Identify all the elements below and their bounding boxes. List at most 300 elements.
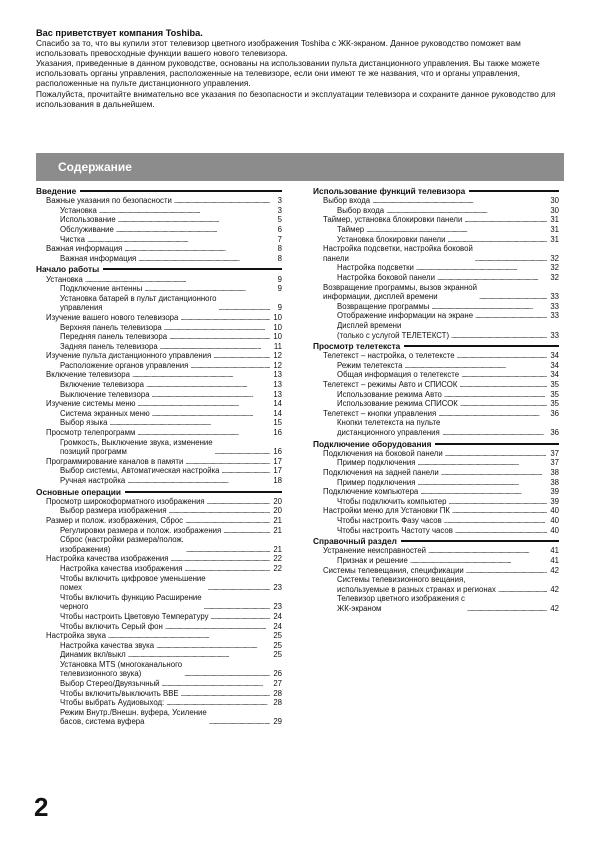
toc-entry-page: 13	[273, 380, 282, 390]
toc-entry-page: 37	[550, 448, 559, 458]
toc-entry-page: 6	[277, 224, 282, 234]
dot-leader	[437, 273, 547, 283]
dot-leader	[428, 546, 547, 556]
dot-leader	[416, 263, 547, 273]
toc-entry-page: 23	[273, 583, 282, 593]
toc-entry	[36, 196, 282, 206]
toc-entry-title: Программирование каналов в памяти	[46, 456, 184, 466]
toc-section-heading	[313, 536, 559, 546]
toc-section-title: Просмотр телетекста	[313, 341, 401, 352]
toc-entry	[313, 526, 559, 536]
toc-entry	[36, 332, 282, 342]
toc-entry-page: 42	[550, 565, 559, 575]
toc-entry-page: 30	[550, 205, 559, 215]
toc-entry	[313, 380, 559, 390]
toc-entry-title: Настройка качества звука	[60, 640, 155, 650]
toc-entry	[36, 215, 282, 225]
toc-entry	[313, 468, 559, 478]
dot-leader	[138, 399, 270, 409]
toc-section-title: Использование функций телевизора	[313, 186, 466, 196]
toc-entry-title: Настройка звука	[46, 631, 106, 641]
dot-leader	[452, 506, 547, 516]
toc-entry	[36, 535, 282, 554]
toc-entry	[313, 556, 559, 566]
toc-entry-page: 25	[273, 640, 282, 650]
dot-leader	[99, 206, 270, 216]
toc-entry-title: Режим Внутр./Внешн. вуфера, Усиление басов, система вуфера	[60, 707, 207, 727]
toc-entry-title: Настройка боковой панели	[337, 272, 435, 282]
toc-entry-title: Изучение вашего нового телевизора	[46, 312, 179, 322]
dot-leader	[475, 254, 547, 264]
toc-entry-page: 38	[550, 468, 559, 477]
dot-leader	[459, 380, 547, 390]
dot-leader	[164, 323, 270, 333]
toc-entry-title: Таймер, установка блокировки панели	[323, 215, 463, 225]
toc-entry	[36, 526, 282, 536]
toc-entry-title: Установка MTS (многоканального телевизионного звука)	[60, 659, 183, 679]
toc-entry	[36, 390, 282, 400]
toc-entry	[313, 399, 559, 409]
dot-leader	[87, 235, 270, 245]
toc-entry-page: 23	[273, 602, 282, 612]
toc-entry-page: 18	[273, 476, 282, 485]
toc-entry-title: Устранение неисправностей	[323, 546, 427, 556]
toc-entry-title: Важная информация	[60, 253, 137, 263]
toc-entry-page: 35	[550, 399, 559, 409]
toc-entry	[313, 497, 559, 507]
dot-leader	[204, 602, 270, 612]
toc-section-heading	[313, 186, 559, 196]
toc-entry	[313, 487, 559, 497]
toc-entry-page: 27	[273, 679, 282, 689]
toc-entry-page: 28	[273, 698, 282, 708]
dot-leader	[160, 342, 270, 352]
dot-leader	[116, 225, 270, 235]
toc-entry-page: 14	[273, 399, 282, 409]
toc-entry-page: 10	[273, 322, 282, 332]
toc-entry-title: Дисплей времени (только с услугой ТЕЛЕТЕКСТ)	[337, 320, 450, 340]
intro-title: Вас приветствует компания Toshiba.	[36, 28, 203, 38]
toc-entry-title: Изучение пульта дистанционного управления	[46, 351, 212, 361]
toc-entry	[36, 554, 282, 564]
toc-entry-page: 17	[273, 456, 282, 466]
toc-entry-title: Телевизор цветного изображения с ЖК-экраном	[337, 594, 465, 613]
toc-section-title: Подключение оборудования	[313, 438, 432, 449]
dot-leader	[410, 556, 547, 566]
dot-leader	[170, 554, 270, 564]
toc-entry-title: Системы телевещания, спецификации	[323, 565, 464, 575]
toc-entry-title: Подключение компьютера	[323, 487, 419, 497]
toc-entry-page: 34	[550, 370, 559, 380]
dot-leader	[169, 506, 270, 516]
dot-leader	[467, 604, 547, 614]
toc-entry	[36, 457, 282, 467]
toc-section-title: Основные операции	[36, 486, 121, 497]
toc-entry-page: 10	[273, 332, 282, 342]
toc-entry	[36, 593, 282, 612]
toc-entry	[313, 458, 559, 468]
toc-entry-page: 16	[273, 428, 282, 438]
dot-leader	[498, 585, 547, 595]
toc-entry-title: Включение телевизора	[60, 380, 144, 390]
toc-entry-title: Установка	[46, 274, 83, 284]
toc-section-title: Введение	[36, 186, 77, 196]
toc-entry-page: 33	[550, 292, 559, 302]
toc-entry-title: Пример подключения	[337, 477, 416, 487]
toc-section-title: Начало работы	[36, 264, 100, 275]
toc-entry	[36, 428, 282, 438]
intro-paragraph: Указания, приведенные в данном руководстве, основаны на использовании пульта дистанционного управления. Вы также можете использовать органы управления, расположенные на телевизоре, если они имеют те же названия, что и органы управления, расположенные на пульте дистанционного управления.	[36, 58, 540, 89]
toc-entry-title: Настройка качества изображения	[46, 554, 169, 564]
intro-block	[36, 28, 566, 109]
toc-entry-title: Чтобы подключить компьютер	[337, 496, 447, 506]
toc-entry-page: 5	[277, 215, 282, 225]
toc-entry-page: 8	[277, 244, 282, 254]
toc-entry-title: Настройка качества изображения	[60, 563, 183, 573]
toc-entry-page: 40	[550, 515, 559, 525]
dot-leader	[185, 457, 270, 467]
toc-entry-page: 8	[277, 253, 282, 263]
toc-entry	[313, 566, 559, 576]
toc-entry-page: 20	[273, 496, 282, 506]
dot-leader	[185, 516, 270, 526]
dot-leader	[219, 303, 270, 313]
toc-entry	[36, 612, 282, 622]
toc-entry	[36, 631, 282, 641]
toc-entry-title: Просмотр телепрограмм	[46, 428, 136, 438]
dot-leader	[386, 206, 547, 216]
toc-entry	[313, 418, 559, 437]
toc-entry-title: Громкость, Выключение звука, изменение позиций программ	[60, 437, 213, 457]
dot-leader	[372, 196, 547, 206]
toc-entry-title: Телетекст – режимы Авто и СПИСОК	[323, 380, 458, 390]
dot-leader	[211, 612, 271, 622]
toc-entry-title: Использование режима СПИСОК	[337, 399, 458, 409]
toc-entry	[36, 284, 282, 294]
dot-leader	[420, 487, 547, 497]
toc-entry-title: Изучение системы меню	[46, 399, 136, 409]
toc-entry-title: Выбор размера изображения	[60, 506, 167, 516]
toc-entry-title: Установка блокировки панели	[337, 234, 446, 244]
toc-entry-page: 3	[277, 205, 282, 215]
dot-leader	[184, 669, 270, 679]
toc-entry	[313, 321, 559, 340]
toc-entry-page: 7	[277, 234, 282, 244]
toc-entry	[313, 594, 559, 613]
toc-entry-title: Таймер	[337, 224, 365, 234]
toc-entry-page: 32	[550, 253, 559, 263]
section-rule	[404, 345, 559, 347]
toc-entry	[313, 263, 559, 273]
toc-entry-title: Размер и полож. изображения, Сброс	[46, 515, 184, 525]
toc-entry-title: Сброс (настройки размера/полож. изображения)	[60, 535, 184, 554]
dot-leader	[475, 311, 547, 321]
toc-entry-title: Чтобы включить/выключить BBE	[60, 688, 179, 698]
toc-entry	[313, 225, 559, 235]
toc-entry-title: Общая информация о телетексте	[337, 370, 460, 380]
toc-entry	[313, 546, 559, 556]
toc-entry-title: Чтобы настроить Фазу часов	[337, 515, 442, 525]
toc-entry	[36, 497, 282, 507]
toc-entry-page: 12	[273, 360, 282, 370]
section-rule	[103, 268, 282, 270]
dot-leader	[152, 390, 270, 400]
toc-entry-page: 37	[550, 458, 559, 468]
dot-leader	[431, 302, 547, 312]
dot-leader	[445, 449, 547, 459]
toc-entry	[313, 390, 559, 400]
dot-leader	[165, 622, 270, 632]
toc-entry-page: 36	[550, 428, 559, 438]
toc-entry	[36, 574, 282, 593]
toc-entry-title: Настройка подсветки	[337, 263, 414, 273]
toc-entry-title: Признак и решение	[337, 555, 408, 565]
toc-entry	[313, 351, 559, 361]
intro-paragraph: Пожалуйста, прочитайте внимательно все указания по безопасности и эксплуатации телевизора и сохраните данное руководство для использования в дальнейшем.	[36, 88, 556, 109]
toc-entry	[313, 516, 559, 526]
dot-leader	[455, 526, 547, 536]
toc-column-left	[36, 186, 282, 727]
dot-leader	[461, 370, 547, 380]
dot-leader	[417, 478, 547, 488]
toc-entry	[36, 506, 282, 516]
toc-entry	[313, 235, 559, 245]
toc-section-heading	[36, 264, 282, 274]
toc-entry-page: 32	[550, 272, 559, 282]
dot-leader	[190, 361, 270, 371]
intro-paragraph: Спасибо за то, что вы купили этот телевизор цветного изображения Toshiba с ЖК-экраном. Данное руководство поможет вам использовать превосходные функции вашего нового телевизора.	[36, 38, 521, 59]
toc-entry-title: Использование режима Авто	[337, 389, 442, 399]
toc-entry-title: Выбор Стерео/Двуязычный	[60, 679, 160, 689]
toc-entry-title: Важные указания по безопасности	[46, 196, 172, 206]
section-rule	[125, 491, 282, 493]
toc-entry-title: Возвращение программы, вызов экранной информации, дисплей времени	[323, 282, 477, 302]
toc-entry	[36, 254, 282, 264]
toc-entry-page: 42	[550, 603, 559, 613]
toc-entry-title: Кнопки телетекста на пульте дистанционного управления	[337, 418, 441, 438]
dot-leader	[442, 428, 547, 438]
toc-entry-page: 36	[550, 408, 559, 418]
section-rule	[401, 540, 559, 542]
toc-entry-page: 42	[550, 584, 559, 594]
toc-entry-title: Выключение телевизора	[60, 389, 150, 399]
toc-entry-page: 11	[273, 341, 282, 351]
toc-entry-page: 39	[550, 496, 559, 506]
toc-entry	[313, 506, 559, 516]
toc-entry-title: Настройка подсветки, настройка боковой панели	[323, 244, 473, 263]
dot-leader	[128, 650, 270, 660]
toc-entry-page: 16	[273, 447, 282, 457]
toc-entry-title: Важная информация	[46, 244, 123, 254]
toc-entry-title: Установка	[60, 205, 97, 215]
toc-entry-page: 13	[273, 389, 282, 399]
toc-entry	[36, 708, 282, 727]
toc-entry	[313, 409, 559, 419]
toc-entry-title: Установка батарей в пульт дистанционного управления	[60, 293, 217, 313]
dot-leader	[215, 447, 270, 457]
toc-entry	[36, 380, 282, 390]
toc-entry-title: Чтобы включить цифровое уменьшение помех	[60, 573, 206, 593]
dot-leader	[127, 476, 270, 486]
toc-entry	[313, 283, 559, 302]
dot-leader	[118, 215, 270, 225]
toc-section-heading	[36, 487, 282, 497]
dot-leader	[109, 418, 270, 428]
toc-entry	[36, 660, 282, 679]
toc-entry-page: 24	[273, 611, 282, 621]
toc-entry-page: 13	[273, 370, 282, 380]
toc-entry-page: 22	[273, 554, 282, 564]
toc-entry	[313, 575, 559, 594]
toc-entry-page: 17	[273, 466, 282, 476]
dot-leader	[221, 466, 270, 476]
toc-entry	[36, 351, 282, 361]
toc-entry-title: Настройки меню для Установки ПК	[323, 506, 450, 516]
toc-entry-page: 40	[550, 506, 559, 516]
toc-entry-title: Использование	[60, 215, 116, 225]
dot-leader	[466, 566, 547, 576]
dot-leader	[85, 275, 270, 285]
dot-leader	[156, 641, 270, 651]
dot-leader	[457, 351, 547, 361]
dot-leader	[138, 254, 270, 264]
toc-entry	[36, 698, 282, 708]
toc-section-title: Справочный раздел	[313, 536, 397, 547]
toc-entry	[36, 399, 282, 409]
toc-entry-page: 35	[550, 389, 559, 399]
toc-entry	[313, 215, 559, 225]
toc-entry	[36, 689, 282, 699]
toc-entry	[36, 206, 282, 216]
section-rule	[469, 190, 559, 192]
toc-entry-page: 20	[273, 506, 282, 516]
dot-leader	[207, 497, 270, 507]
toc-entry-title: Системы телевизионного вещания, используемые в разных странах и регионах	[337, 575, 496, 594]
dot-leader	[448, 497, 547, 507]
dot-leader	[137, 428, 270, 438]
toc-entry	[36, 516, 282, 526]
toc-section-heading	[36, 186, 282, 196]
toc-entry-page: 22	[273, 563, 282, 573]
toc-entry-page: 30	[550, 196, 559, 206]
dot-leader	[169, 332, 270, 342]
toc-entry-title: Динамик вкл/выкл	[60, 650, 126, 660]
dot-leader	[451, 331, 547, 341]
toc-entry-title: Выбор системы, Автоматическая настройка	[60, 466, 220, 476]
toc-entry-page: 14	[273, 408, 282, 418]
toc-entry	[313, 302, 559, 312]
page-number: 2	[34, 792, 49, 822]
dot-leader	[184, 564, 270, 574]
toc-entry-page: 33	[550, 301, 559, 311]
toc-entry-title: Выбор входа	[323, 196, 371, 206]
toc-entry-title: Телетекст – кнопки управления	[323, 408, 437, 418]
toc-entry-title: Подключения на задней панели	[323, 468, 439, 477]
toc-entry-page: 9	[277, 284, 282, 294]
toc-entry-page: 21	[273, 525, 282, 535]
toc-entry-page: 39	[550, 487, 559, 497]
toc-entry	[313, 244, 559, 263]
dot-leader	[444, 516, 547, 526]
toc-entry	[313, 478, 559, 488]
toc-entry-title: Регулировки размера и полож. изображения	[60, 525, 222, 535]
toc-entry-title: Включение телевизора	[46, 370, 130, 380]
toc-entry-page: 9	[277, 274, 282, 284]
dot-leader	[460, 399, 547, 409]
toc-entry-page: 3	[277, 196, 282, 206]
toc-entry-page: 21	[273, 515, 282, 525]
toc-entry-title: Выбор входа	[337, 205, 385, 215]
toc-entry-title: Режим телетекста	[337, 360, 403, 370]
toc-entry-title: Выбор языка	[60, 418, 108, 428]
toc-entry	[36, 476, 282, 486]
dot-leader	[181, 689, 270, 699]
toc-entry	[313, 449, 559, 459]
section-rule	[80, 190, 282, 192]
dot-leader	[174, 196, 270, 206]
toc-entry-title: Система экранных меню	[60, 408, 150, 418]
dot-leader	[146, 380, 270, 390]
toc-entry-page: 34	[550, 351, 559, 361]
toc-entry-title: Подключение антенны	[60, 284, 143, 294]
toc-entry	[36, 323, 282, 333]
dot-leader	[444, 390, 547, 400]
toc-entry-title: Ручная настройка	[60, 476, 126, 485]
toc-entry-page: 9	[277, 303, 282, 313]
toc-entry-title: Чтобы включить функцию Расширение черного	[60, 592, 202, 612]
toc-entry	[313, 206, 559, 216]
toc-entry-page: 34	[550, 360, 559, 370]
toc-entry-page: 35	[550, 380, 559, 390]
dot-leader	[180, 313, 270, 323]
dot-leader	[186, 545, 270, 555]
toc-entry	[36, 342, 282, 352]
toc-entry	[313, 196, 559, 206]
toc-entry-page: 29	[273, 717, 282, 727]
toc-entry-page: 31	[550, 215, 559, 225]
toc-entry	[36, 275, 282, 285]
toc-entry-title: Телетекст – настройка, о телетексте	[323, 351, 455, 361]
toc-entry	[36, 409, 282, 419]
toc-entry-title: Чтобы включить Серый фон	[60, 621, 163, 631]
toc-entry	[36, 622, 282, 632]
dot-leader	[132, 370, 270, 380]
toc-entry	[36, 650, 282, 660]
toc-entry-title: Задняя панель телевизора	[60, 341, 158, 351]
toc-entry	[36, 641, 282, 651]
toc-entry-title: Расположение органов управления	[60, 360, 189, 370]
toc-entry	[36, 466, 282, 476]
dot-leader	[209, 717, 270, 727]
dot-leader	[208, 583, 270, 593]
toc-entry-title: Чистка	[60, 234, 85, 244]
toc-entry	[36, 244, 282, 254]
toc-entry-title: Просмотр широкоформатного изображения	[46, 496, 205, 506]
dot-leader	[417, 458, 547, 468]
dot-leader	[441, 468, 547, 478]
toc-entry-page: 26	[273, 669, 282, 679]
toc-entry	[36, 564, 282, 574]
dot-leader	[162, 679, 270, 689]
toc-entry-title: Отображение информации на экране	[337, 311, 474, 321]
toc-entry-title: Подключения на боковой панели	[323, 448, 443, 458]
toc-entry-title: Чтобы выбрать Аудиовыход:	[60, 698, 165, 708]
dot-leader	[108, 631, 270, 641]
toc-entry	[36, 225, 282, 235]
toc-entry	[313, 273, 559, 283]
dot-leader	[124, 244, 270, 254]
toc-section-heading	[313, 439, 559, 449]
